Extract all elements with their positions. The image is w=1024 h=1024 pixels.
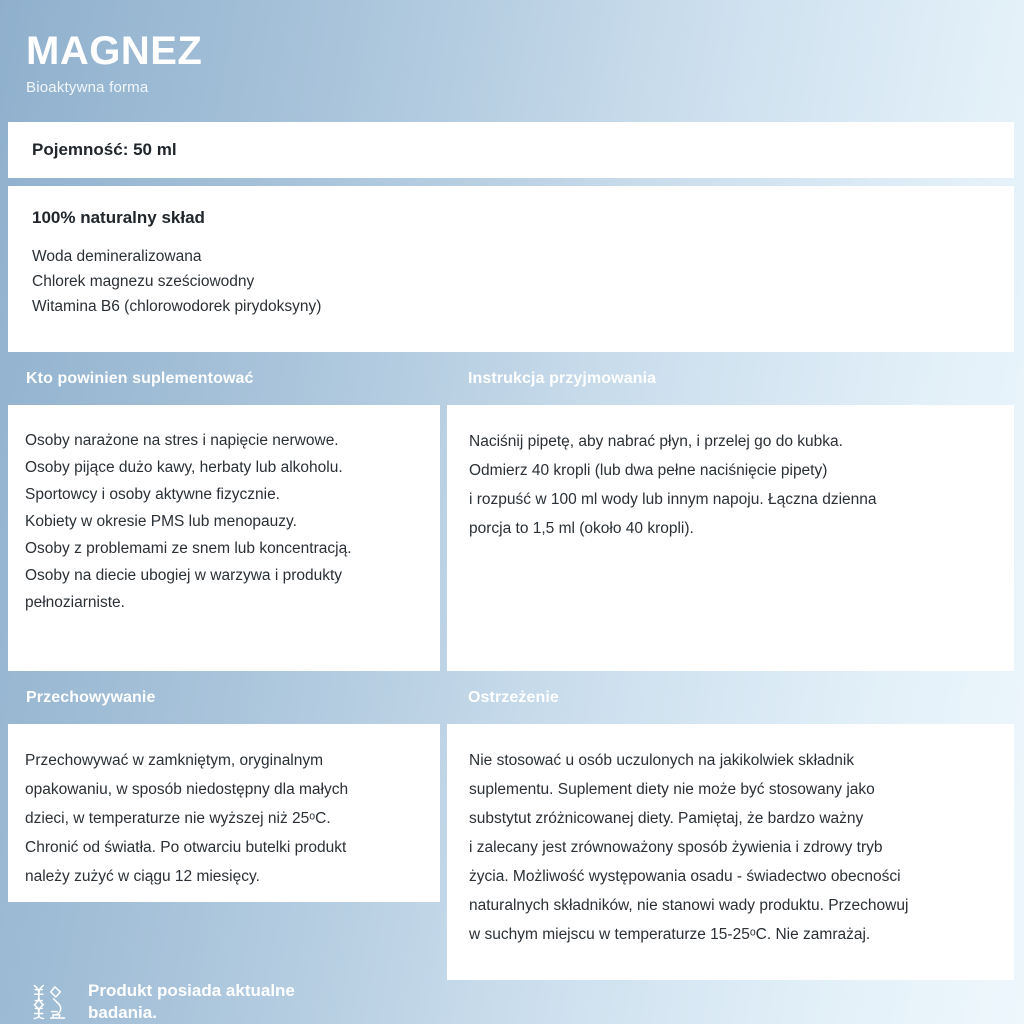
who-line: Osoby narażone na stres i napięcie nerwowe. [25, 432, 339, 449]
warning-body-card [447, 724, 1014, 980]
section-heading-dosage: Instrukcja przyjmowania [468, 369, 657, 387]
divider-capacity-ingredients [0, 178, 1024, 186]
ingredients-title: 100% naturalny skład [32, 208, 205, 228]
warning-line: suplementu. Suplement diety nie może być stosowany jako [469, 781, 875, 798]
section-body-row-1 [8, 405, 1014, 671]
section-heading-warning: Ostrzeżenie [468, 688, 559, 706]
brand-header [0, 0, 1024, 122]
who-body-card [8, 405, 440, 671]
warning-line: Nie stosować u osób uczulonych na jakikolwiek składnik [469, 752, 855, 769]
who-line: Osoby z problemami ze snem lub koncentracją. [25, 540, 352, 557]
who-line: Sportowcy i osoby aktywne fizycznie. [25, 486, 280, 503]
section-header-row-1 [0, 352, 1024, 405]
storage-line: opakowaniu, w sposób niedostępny dla małych [25, 781, 349, 798]
warning-line: naturalnych składników, nie stanowi wady produktu. Przechowuj [469, 897, 909, 914]
section-header-row-2 [0, 671, 1024, 724]
dna-microscope-icon [26, 980, 70, 1024]
storage-line: Chronić od światła. Po otwarciu butelki produkt [25, 839, 347, 856]
research-badge-line1: Produkt posiada aktualne [88, 981, 295, 1000]
section-heading-who: Kto powinien suplementować [26, 369, 254, 387]
ingredient-item: Chlorek magnezu sześciowodny [32, 273, 255, 291]
storage-body-card [8, 724, 440, 902]
footer-spacer [440, 980, 1014, 1024]
capacity-value: Pojemność: 50 ml [32, 140, 177, 160]
research-badge [0, 980, 440, 1024]
column-divider [440, 724, 447, 980]
dosage-line: Odmierz 40 kropli (lub dwa pełne naciśnięcie pipety) [469, 462, 828, 479]
research-badge-text [88, 980, 348, 1024]
section-body-row-2 [8, 724, 1014, 980]
product-tagline: Bioaktywna forma [26, 79, 149, 96]
dosage-body-card [447, 405, 1014, 671]
warning-line: i zalecany jest zrównoważony sposób żywienia i zdrowy tryb [469, 839, 883, 856]
ingredient-item: Woda demineralizowana [32, 248, 202, 266]
ingredient-item: Witamina B6 (chlorowodorek pirydoksyny) [32, 298, 322, 316]
dosage-line: porcja to 1,5 ml (około 40 kropli). [469, 520, 694, 537]
storage-line: dzieci, w temperaturze nie wyższej niż 25ᵒC. [25, 810, 331, 827]
footer-badge [0, 980, 1014, 1024]
who-line: Kobiety w okresie PMS lub menopauzy. [25, 513, 297, 530]
warning-line: substytut zróżnicowanej diety. Pamiętaj, że bardzo ważny [469, 810, 864, 827]
who-line: Osoby pijące dużo kawy, herbaty lub alkoholu. [25, 459, 343, 476]
dosage-line: Naciśnij pipetę, aby nabrać płyn, i przelej go do kubka. [469, 433, 843, 450]
who-line: pełnoziarniste. [25, 594, 125, 611]
warning-line: życia. Możliwość występowania osadu - świadectwo obecności [469, 868, 901, 885]
warning-line: w suchym miejscu w temperaturze 15-25ᵒC. Nie zamrażaj. [469, 926, 871, 943]
column-divider [440, 405, 447, 671]
dosage-line: i rozpuść w 100 ml wody lub innym napoju. Łączna dzienna [469, 491, 877, 508]
capacity-card [8, 122, 1014, 178]
section-heading-storage: Przechowywanie [26, 688, 156, 706]
storage-line: należy zużyć w ciągu 12 miesięcy. [25, 868, 260, 885]
storage-line: Przechowywać w zamkniętym, oryginalnym [25, 752, 324, 769]
research-badge-line2: badania. [88, 1003, 157, 1022]
ingredients-card [8, 186, 1014, 352]
page-title: MAGNEZ [26, 29, 203, 73]
who-line: Osoby na diecie ubogiej w warzywa i produkty [25, 567, 343, 584]
